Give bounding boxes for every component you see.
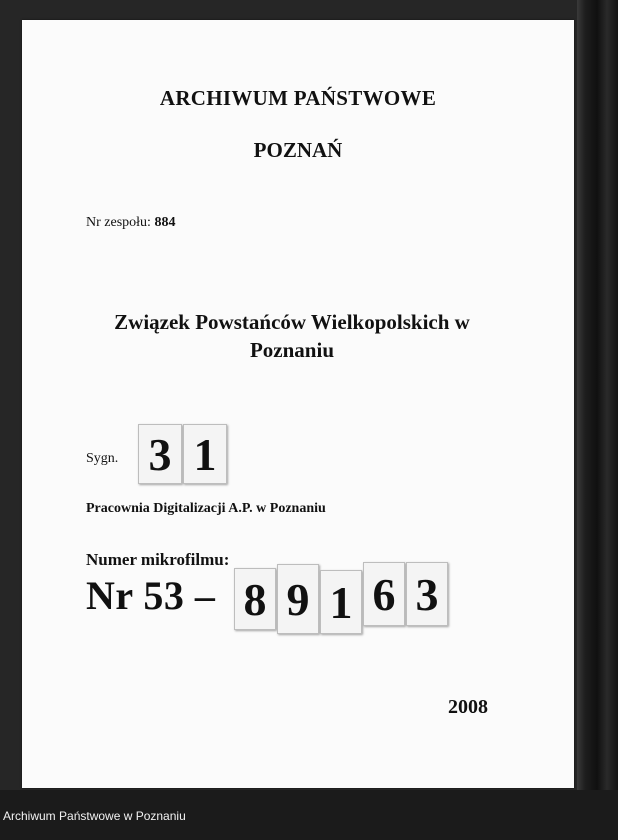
footer-credit: Archiwum Państwowe w Poznaniu (3, 809, 186, 823)
microfilm-digit: 6 (363, 562, 405, 626)
document-page (22, 20, 574, 788)
signature-digit: 3 (138, 424, 182, 484)
fonds-number: 884 (154, 215, 176, 230)
workshop-name: Pracownia Digitalizacji A.P. w Poznaniu (86, 501, 326, 516)
microfilm-tiles (234, 562, 449, 634)
microfilm-prefix: Nr 53 – (86, 573, 216, 618)
fonds-title (82, 308, 502, 364)
fonds-label: Nr zespołu: (86, 215, 151, 230)
microfilm-digit: 8 (234, 568, 276, 630)
archive-name: ARCHIWUM PAŃSTWOWE (159, 86, 437, 110)
microfilm-digit: 1 (320, 570, 362, 634)
fonds-title-line-1: Związek Powstańców Wielkopolskich w (114, 310, 470, 334)
microfilm-digit: 3 (406, 562, 448, 626)
fonds-title-line-2: Poznaniu (249, 338, 335, 362)
folder-edge (577, 0, 618, 790)
signature-tiles (138, 424, 228, 484)
signature-digit: 1 (183, 424, 227, 484)
city-name: POZNAŃ (253, 138, 343, 162)
document-year: 2008 (448, 696, 488, 718)
signature-label: Sygn. (86, 451, 119, 466)
microfilm-label: Numer mikrofilmu: (86, 550, 230, 569)
fonds-number-line (86, 215, 175, 231)
footer-bar (0, 790, 618, 840)
microfilm-digit: 9 (277, 564, 319, 634)
